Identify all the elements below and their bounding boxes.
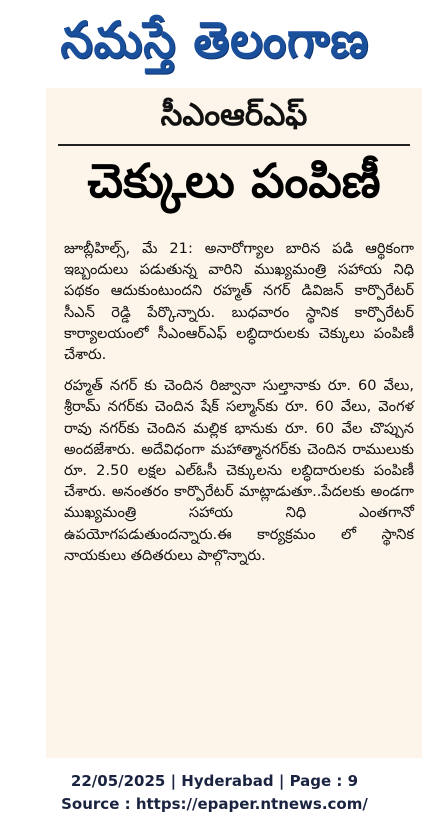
article-paragraph: జూబ్లీహిల్స్, మే 21: అనారోగ్యాల బారిన పడి ఆర్థికంగా ఇబ్బందులు పడుతున్న వారిని ముఖ్యమంత్రి సహాయ నిధి పథకం ఆదుకుంటుందని రహ్మత్ నగర్ డివిజన్ కార్పొరేటర్ సీఎన్ రెడ్డి పేర్కొన్నారు. బుధవారం స్థానిక కార్పొరేటర్ కార్యాలయంలో సీఎంఆర్ఎఫ్ లబ్ధిదారులకు చెక్కులు పంపిణీ చేశారు. xyxy=(64,240,414,364)
news-clipping xyxy=(46,88,422,758)
article-body xyxy=(64,238,414,566)
newspaper-logo: నమస్తే తెలంగాణ xyxy=(60,11,369,69)
headline-divider xyxy=(58,144,410,146)
article-paragraph: రహ్మత్ నగర్ కు చెందిన రిజ్వానా సుల్తానాకు రూ. 60 వేలు, శ్రీరామ్ నగర్‌కు చెందిన షేక్ సల్మాన్‌కు రూ. 60 వేలు, వెంగళ రావు నగర్‌కు చెందిన మల్లిక భానుకు రూ. 60 వేల చొప్పున అందజేశారు. అదేవిధంగా మహాత్మానగర్‌కు చెందిన రాములుకు రూ. 2.50 లక్షల ఎల్‌ఓసీ చెక్కులను లబ్ధిదారులకు పంపిణీ చేశారు. అనంతరం కార్పొరేటర్ మాట్లాడుతూ..పేదలకు అండగా ముఖ్యమంత్రి సహాయ నిధి ఎంతగానో ఉపయోగపడుతుందన్నారు.ఈ కార్యక్రమం లో స్థానిక నాయకులు తదితరులు పాల్గొన్నారు. xyxy=(64,377,414,564)
source-link[interactable]: Source : https://epaper.ntnews.com/ xyxy=(61,795,368,813)
publication-meta: 22/05/2025 | Hyderabad | Page : 9 xyxy=(70,772,359,790)
article-kicker: సీఎంఆర్ఎఫ్ xyxy=(160,96,308,133)
article-headline: చెక్కులు పంపిణీ xyxy=(87,154,381,209)
masthead xyxy=(8,4,421,76)
